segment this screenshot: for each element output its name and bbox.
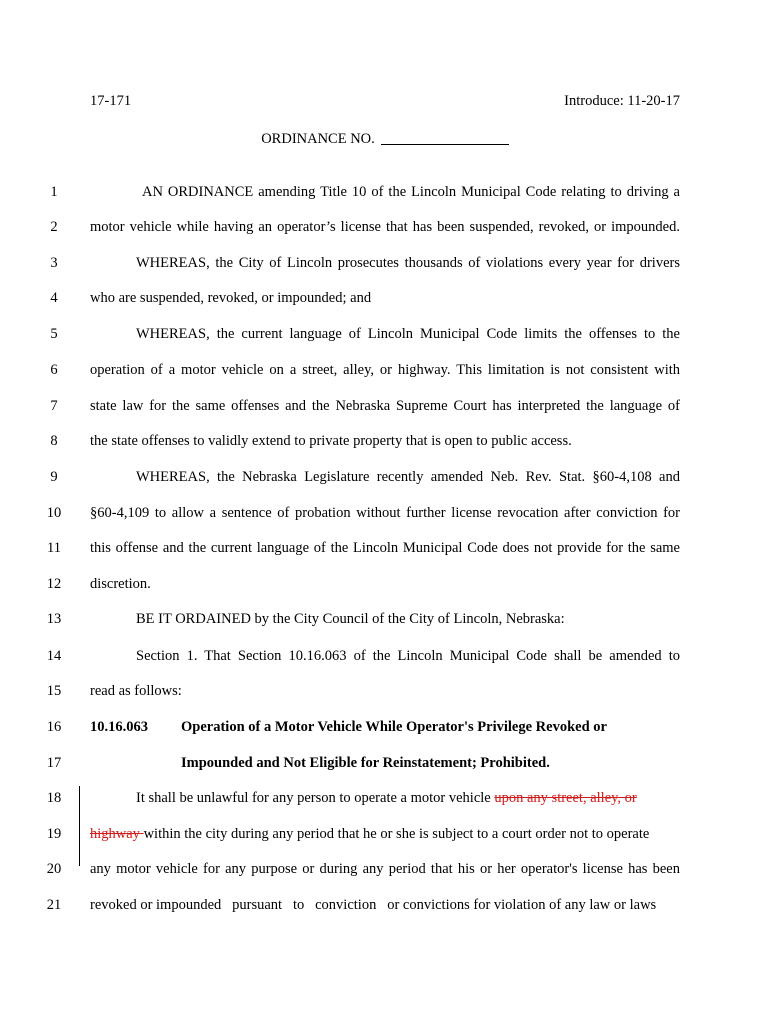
line-text: WHEREAS, the Nebraska Legislature recently amended Neb. Rev. Stat. §60-4,108 and <box>136 469 680 485</box>
text-line-10 <box>0 502 770 524</box>
text-line-9 <box>0 466 770 488</box>
struck-text: highway <box>90 826 144 842</box>
section-number: 10.16.063 <box>90 719 148 735</box>
ordinance-number-label: ORDINANCE NO. <box>261 131 375 147</box>
text-line-2 <box>0 216 770 238</box>
line-text: Section 1. That Section 10.16.063 of the Lincoln Municipal Code shall be amended to <box>136 648 680 664</box>
line-number: 21 <box>46 897 62 913</box>
text-line-17 <box>0 752 770 774</box>
line-text <box>90 823 680 845</box>
line-number: 7 <box>50 398 58 414</box>
line-text: revoked or impounded pursuant to conviction or convictions for violation of any law or laws <box>90 897 657 913</box>
line-text: WHEREAS, the current language of Lincoln Municipal Code limits the offenses to the <box>136 326 680 342</box>
line-number: 11 <box>47 540 61 556</box>
line-number: 6 <box>50 362 58 378</box>
text-line-12 <box>0 573 770 595</box>
line-text: discretion. <box>90 576 151 592</box>
line-number: 16 <box>46 719 62 735</box>
text-line-18 <box>0 787 770 809</box>
line-text: who are suspended, revoked, or impounded; and <box>90 290 372 306</box>
line-number: 8 <box>50 433 58 449</box>
line-number: 18 <box>46 790 62 806</box>
line-text-kept: within the city during any period that he or she is subject to a court order not to operate <box>143 826 650 842</box>
line-number: 15 <box>46 683 62 699</box>
text-line-4 <box>0 287 770 309</box>
text-line-16 <box>0 716 770 738</box>
line-number: 10 <box>46 505 62 521</box>
ordinance-number-blank <box>381 130 509 145</box>
line-number: 13 <box>46 611 62 627</box>
text-line-20 <box>0 858 770 880</box>
section-title-continued: Impounded and Not Eligible for Reinstatement; Prohibited. <box>181 755 550 771</box>
line-number: 12 <box>46 576 62 592</box>
text-line-6 <box>0 359 770 381</box>
text-line-19 <box>0 823 770 845</box>
line-text-kept: It shall be unlawful for any person to operate a motor vehicle <box>136 790 495 806</box>
text-line-14 <box>0 645 770 667</box>
line-number: 1 <box>50 184 58 200</box>
line-number: 17 <box>46 755 62 771</box>
ordinance-number-line <box>0 130 770 148</box>
text-line-3 <box>0 252 770 274</box>
line-text: BE IT ORDAINED by the City Council of the City of Lincoln, Nebraska: <box>136 611 565 627</box>
text-line-7 <box>0 395 770 417</box>
section-title: Operation of a Motor Vehicle While Operator's Privilege Revoked or <box>181 719 607 735</box>
struck-text: upon any street, alley, or <box>494 790 637 806</box>
line-text: motor vehicle while having an operator’s license that has been suspended, revoked, or impounded. <box>90 219 680 235</box>
line-text: operation of a motor vehicle on a street, alley, or highway. This limitation is not consistent with <box>90 362 680 378</box>
line-text: the state offenses to validly extend to private property that is open to public access. <box>90 433 572 449</box>
text-line-13 <box>0 608 770 630</box>
text-line-11 <box>0 537 770 559</box>
text-line-15 <box>0 680 770 702</box>
line-text: this offense and the current language of the Lincoln Municipal Code does not provide for the same <box>90 540 680 556</box>
line-number: 19 <box>46 826 62 842</box>
line-text: §60-4,109 to allow a sentence of probation without further license revocation after conviction for <box>90 505 680 521</box>
line-number: 5 <box>50 326 58 342</box>
text-line-5 <box>0 323 770 345</box>
ordinance-id: 17-171 <box>90 93 132 109</box>
line-text: AN ORDINANCE amending Title 10 of the Lincoln Municipal Code relating to driving a <box>142 184 680 200</box>
line-text: state law for the same offenses and the Nebraska Supreme Court has interpreted the language of <box>90 398 680 414</box>
line-number: 3 <box>50 255 58 271</box>
line-text: WHEREAS, the City of Lincoln prosecutes thousands of violations every year for drivers <box>136 255 680 271</box>
text-line-1 <box>0 181 770 203</box>
introduce-date: Introduce: 11-20-17 <box>564 93 680 109</box>
line-text: any motor vehicle for any purpose or during any period that his or her operator's license has been <box>90 861 680 877</box>
line-number: 20 <box>46 861 62 877</box>
line-number: 9 <box>50 469 58 485</box>
text-line-8 <box>0 430 770 452</box>
line-text <box>136 787 680 809</box>
line-number: 14 <box>46 648 62 664</box>
text-line-21 <box>0 894 770 916</box>
line-text: read as follows: <box>90 683 182 699</box>
line-number: 4 <box>50 290 58 306</box>
line-number: 2 <box>50 219 58 235</box>
